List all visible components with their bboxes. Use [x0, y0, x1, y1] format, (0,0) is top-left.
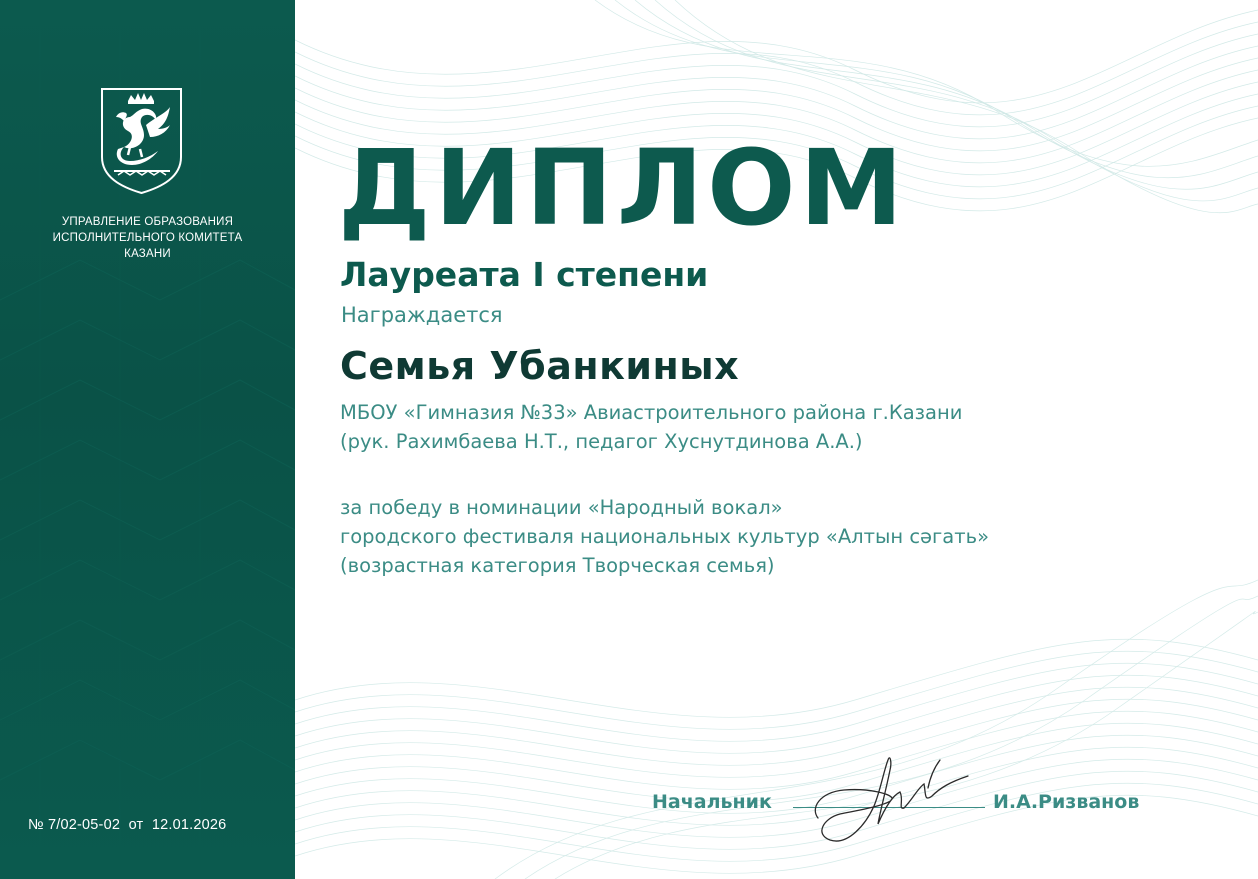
award-reason: [340, 493, 989, 580]
recipient-name: Семья Убанкиных: [340, 344, 740, 388]
organization-name-line3: КАЗАНИ: [124, 248, 171, 260]
kazan-zilant-emblem-icon: [100, 87, 183, 195]
signer-position: Начальник: [652, 791, 772, 813]
sidebar-panel: [0, 0, 295, 879]
supervisor-line: (рук. Рахимбаева Н.Т., педагог Хуснутдинова А.А.): [340, 430, 863, 453]
reason-line-category: (возрастная категория Творческая семья): [340, 554, 775, 577]
awarded-label: Награждается: [341, 303, 503, 327]
diploma-subtitle: Лауреата I степени: [340, 255, 709, 294]
organization-name-line2: ИСПОЛНИТЕЛЬНОГО КОМИТЕТА: [52, 232, 243, 244]
school-line: МБОУ «Гимназия №33» Авиастроительного района г.Казани: [340, 401, 963, 424]
reason-line-nomination: за победу в номинации «Народный вокал»: [340, 496, 783, 519]
handwritten-signature: [800, 748, 1000, 848]
organization-name-line1: УПРАВЛЕНИЕ ОБРАЗОВАНИЯ: [61, 216, 234, 228]
signer-name: И.А.Ризванов: [993, 791, 1140, 813]
organization-name: [20, 214, 275, 262]
reason-line-festival: городского фестиваля национальных культур «Алтын сәгать»: [340, 525, 990, 548]
school-info: [340, 398, 962, 456]
diploma-title: ДИПЛОМ: [338, 127, 907, 249]
document-number: № 7/02-05-02 от 12.01.2026: [28, 817, 227, 833]
